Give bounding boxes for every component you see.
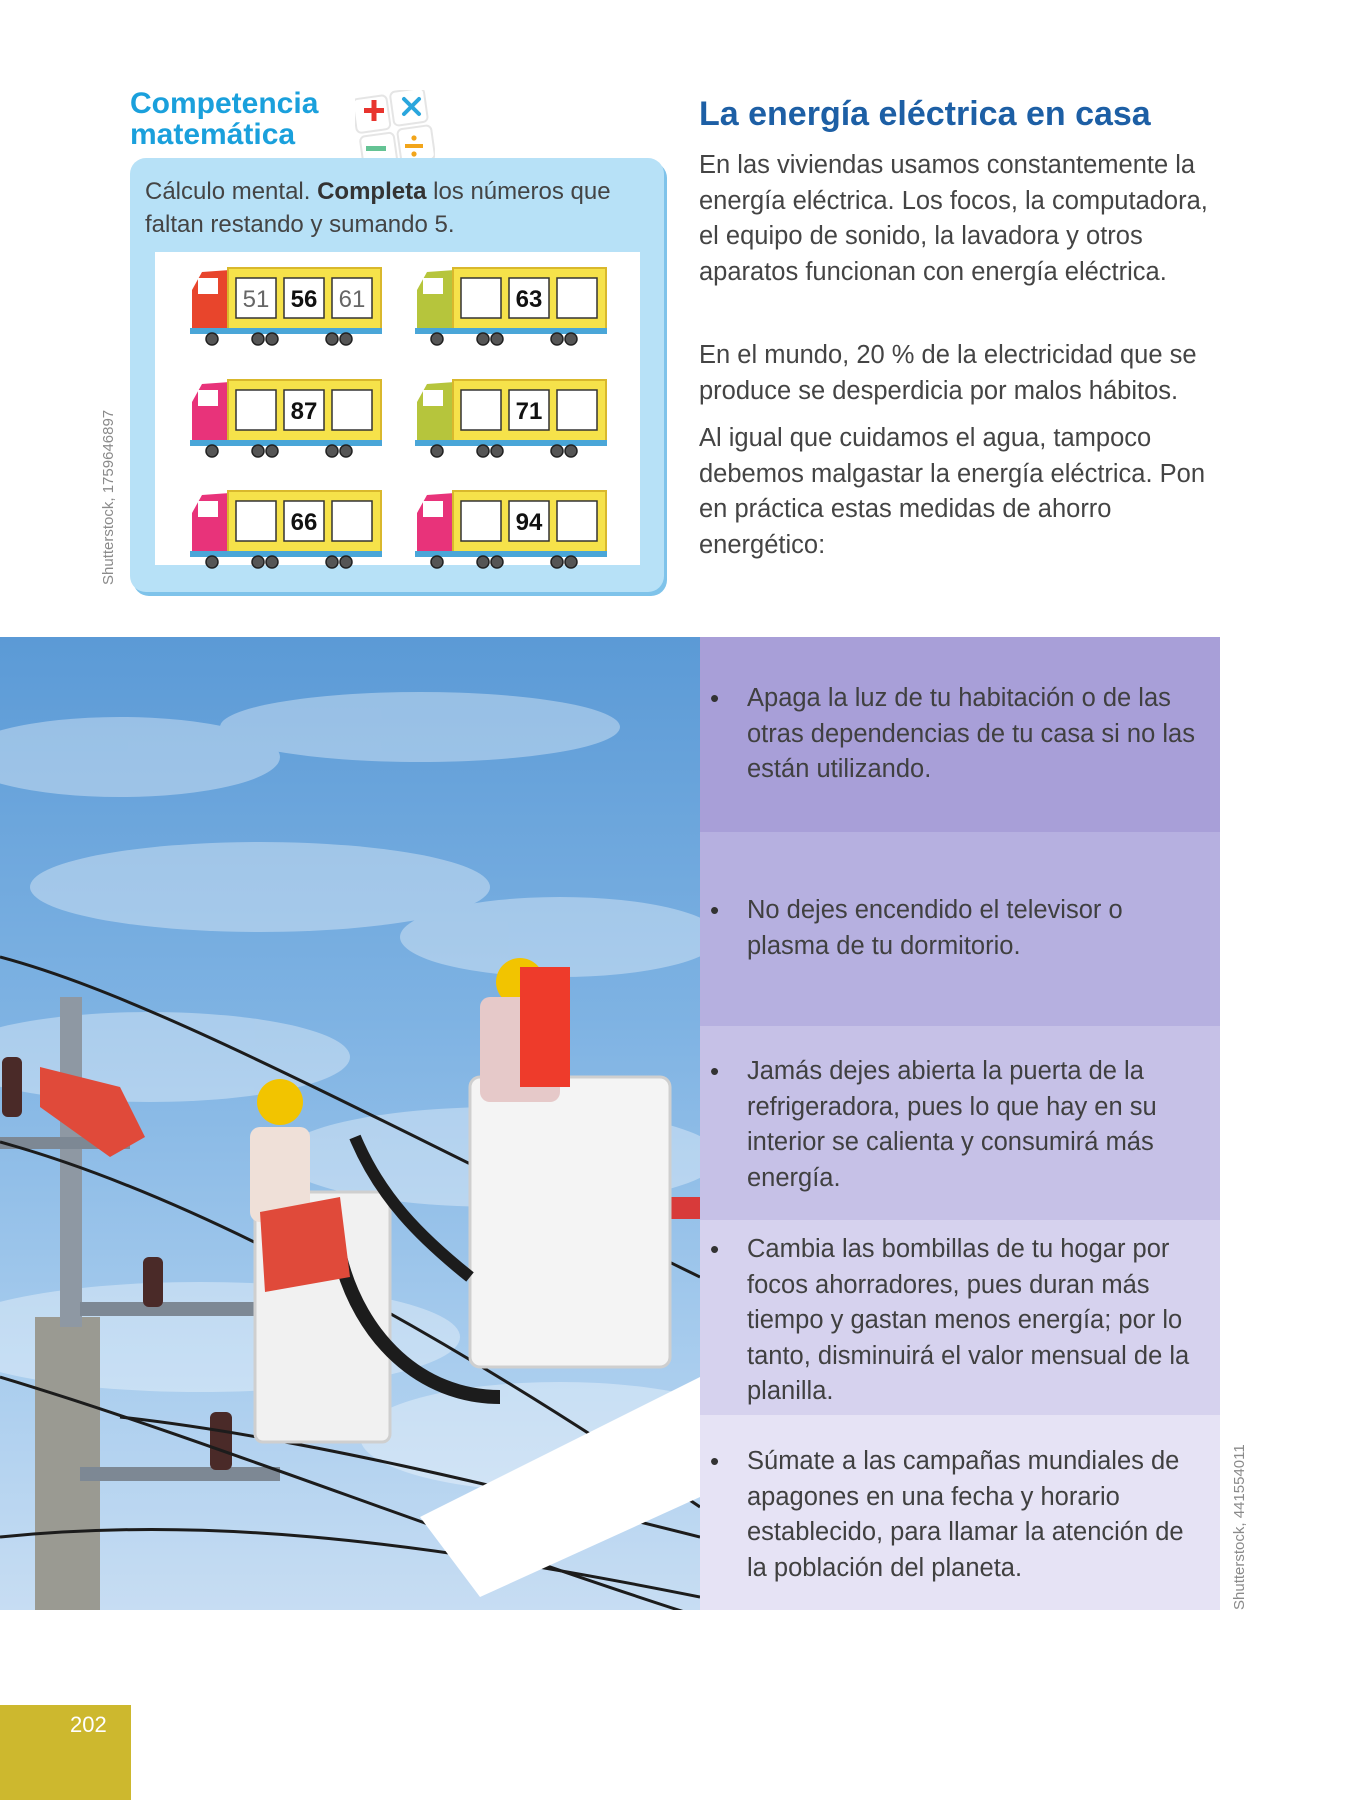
line-workers-photo [0, 637, 700, 1610]
truck-6 [415, 483, 610, 573]
tip-panel-3 [700, 1026, 1220, 1220]
tip-text: Súmate a las campañas mundiales de apagones en una fecha y horario establecido, para llamar la atención de la población del planeta. [747, 1447, 1184, 1582]
slot-1 [461, 278, 501, 318]
slot-1 [236, 390, 276, 430]
competencia-line2: matemática [130, 118, 296, 151]
minus-icon [366, 146, 386, 151]
tip-panel-1 [700, 637, 1220, 832]
bullet: • [710, 895, 720, 925]
competencia-heading [130, 88, 370, 150]
tip-text: No dejes encendido el televisor o plasma de tu dormitorio. [747, 896, 1123, 960]
truck-2 [415, 260, 610, 350]
article-paragraph-3: Al igual que cuidamos el agua, tampoco debemos malgastar la energía eléctrica. Pon en práctica estas medidas de ahorro energético: [699, 424, 1206, 559]
slot-3 [557, 278, 597, 318]
slot-2-value: 94 [515, 509, 543, 536]
slot-2-value: 71 [515, 398, 543, 425]
slot-3 [332, 501, 372, 541]
slot-1-value: 51 [242, 286, 270, 313]
slot-2-value: 56 [290, 286, 318, 313]
slot-2-value: 66 [290, 509, 318, 536]
photo-credit-right: Shutterstock, 441554011 [1231, 1444, 1248, 1610]
page-number-band [0, 1705, 131, 1800]
bullet: • [710, 683, 720, 713]
bullet: • [710, 1446, 720, 1476]
slot-3 [557, 390, 597, 430]
tip-panel-4 [700, 1220, 1220, 1415]
slot-3 [557, 501, 597, 541]
truck-3 [190, 372, 385, 462]
page-number: 202 [70, 1712, 107, 1737]
truck-4 [415, 372, 610, 462]
slot-1 [236, 501, 276, 541]
instruction-prefix: Cálculo mental. [145, 178, 318, 205]
tip-panel-5 [700, 1415, 1220, 1610]
tip-text: Cambia las bombillas de tu hogar por focos ahorradores, pues duran más tiempo y gastan menos energía; por lo tanto, disminuirá el valor mensual de la planilla. [747, 1235, 1190, 1405]
trucks-panel [155, 252, 640, 565]
math-instruction [145, 175, 650, 241]
slot-2-value: 63 [515, 286, 543, 313]
tip-panel-2 [700, 832, 1220, 1026]
slot-2-value: 87 [290, 398, 318, 425]
truck-5 [190, 483, 385, 573]
bullet: • [710, 1234, 720, 1264]
slot-3-value: 61 [338, 286, 366, 313]
photo-credit-left: Shutterstock, 1759646897 [100, 409, 117, 585]
tip-text: Jamás dejes abierta la puerta de la refrigeradora, pues lo que hay en su interior se calienta y consumirá más energía. [747, 1057, 1157, 1192]
slot-3 [332, 390, 372, 430]
article-paragraph-1: En las viviendas usamos constantemente la energía eléctrica. Los focos, la computadora, el equipo de sonido, la lavadora y otros aparatos funcionan con energía eléctrica. [699, 151, 1208, 286]
bullet: • [710, 1056, 720, 1086]
slot-1 [461, 390, 501, 430]
tip-text: Apaga la luz de tu habitación o de las otras dependencias de tu casa si no las están utilizando. [747, 684, 1195, 783]
slot-1 [461, 501, 501, 541]
truck-1 [190, 260, 385, 350]
competencia-line1: Competencia [130, 87, 319, 120]
article-paragraph-2: En el mundo, 20 % de la electricidad que se produce se desperdicia por malos hábitos. [699, 341, 1197, 405]
instruction-suffix: los números que faltan restando y sumando 5. [145, 178, 611, 238]
instruction-bold: Completa [317, 178, 427, 205]
article-title: La energía eléctrica en casa [699, 95, 1151, 133]
